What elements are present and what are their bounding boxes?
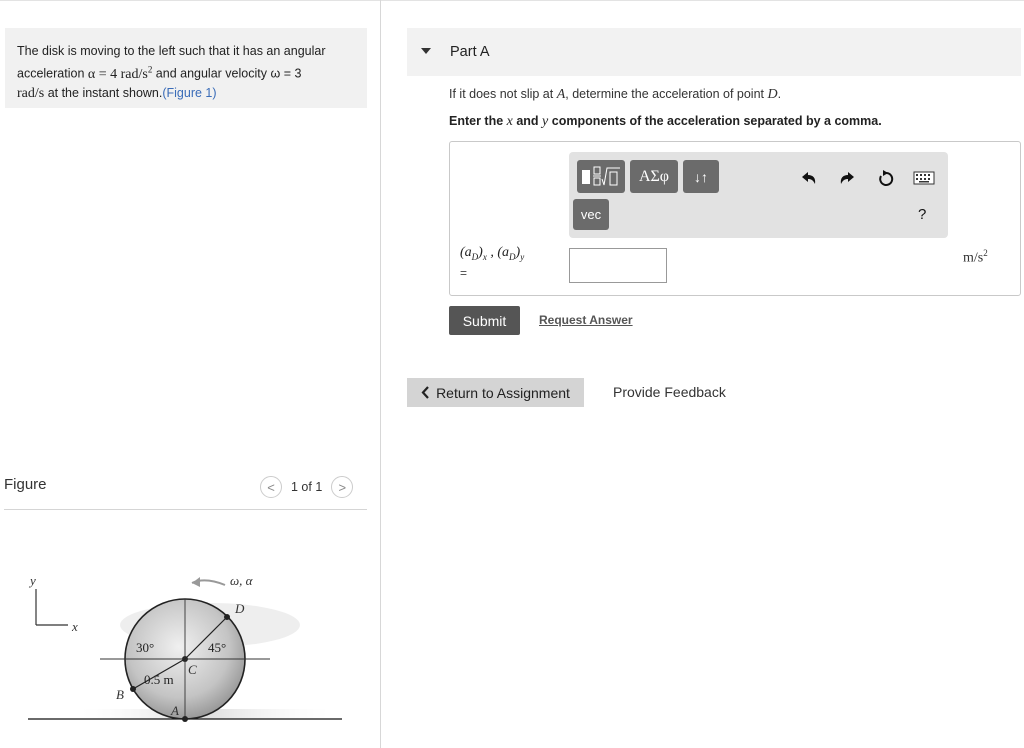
point-B [130, 686, 136, 692]
templates-button[interactable] [577, 160, 625, 193]
problem-text: The disk is moving to the left such that it has an angular acceleration α = 4 rad/$s^2$ and angular velocity ω = 3 rad/s at the instant shown.(Figure 1) [17, 44, 326, 101]
disk-figure [20, 565, 360, 735]
undo-button[interactable] [797, 166, 821, 190]
figure-title: Figure [4, 476, 47, 493]
chevron-right-icon: > [338, 479, 347, 495]
y-axis-label: y [30, 573, 36, 588]
help-button[interactable]: ? [918, 206, 927, 223]
chevron-left-icon: < [267, 479, 275, 495]
reset-button[interactable] [874, 166, 898, 190]
angle-30-label: 30° [136, 640, 155, 655]
undo-icon [800, 170, 818, 186]
redo-icon [838, 170, 856, 186]
point-D [224, 614, 230, 620]
angle-45-label: 45° [208, 640, 227, 655]
figure-pager [260, 476, 353, 498]
point-A [182, 716, 188, 722]
omega-alpha-label: ω, α [230, 573, 253, 588]
math-toolbar [569, 152, 948, 238]
answer-label: $(a_D)_x$ , $(a_D)_y$ [460, 245, 525, 262]
vector-button[interactable]: vec [573, 199, 609, 230]
prev-figure-button[interactable] [260, 476, 282, 498]
answer-units: $m/s^2$ [963, 248, 988, 266]
chevron-left-icon [421, 386, 430, 399]
panel-divider [380, 0, 381, 748]
provide-feedback-link[interactable]: Provide Feedback [613, 384, 726, 400]
alpha-expression: α = 4 rad/$s^2$ [87, 64, 153, 82]
keyboard-icon [913, 171, 935, 185]
caret-down-icon [421, 48, 431, 54]
part-a-title: Part A [450, 44, 490, 60]
templates-icon [580, 165, 622, 189]
question-text: If it does not slip at A, determine the acceleration of point D. [449, 87, 782, 102]
redo-button[interactable] [835, 166, 859, 190]
B-label: B [116, 687, 124, 702]
answer-input[interactable] [569, 248, 667, 283]
C-label: C [188, 662, 197, 677]
radius-label: 0.5 m [144, 672, 174, 687]
keyboard-button[interactable] [912, 166, 936, 190]
return-label: Return to Assignment [436, 384, 570, 401]
D-label: D [235, 601, 245, 616]
arrows-button[interactable]: ↓↑ [683, 160, 719, 193]
figure-rule [4, 509, 367, 510]
figure-link[interactable]: (Figure 1) [162, 85, 217, 100]
return-to-assignment-button[interactable] [407, 378, 584, 407]
greek-symbols-button[interactable]: ΑΣφ [630, 160, 678, 193]
reset-icon [877, 169, 895, 187]
request-answer-link[interactable]: Request Answer [539, 313, 633, 327]
problem-statement [5, 28, 367, 108]
answer-equals: = [460, 266, 468, 280]
x-axis-label: x [72, 619, 78, 634]
figure-count: 1 of 1 [291, 480, 323, 494]
instruction-text: Enter the x and y components of the acceleration separated by a comma. [449, 114, 882, 129]
top-border [0, 0, 1024, 1]
next-figure-button[interactable] [331, 476, 353, 498]
part-a-header[interactable] [407, 28, 1021, 76]
omega-expression: ω = 3 [270, 66, 302, 81]
submit-button[interactable]: Submit [449, 306, 520, 335]
A-label: A [171, 703, 179, 718]
